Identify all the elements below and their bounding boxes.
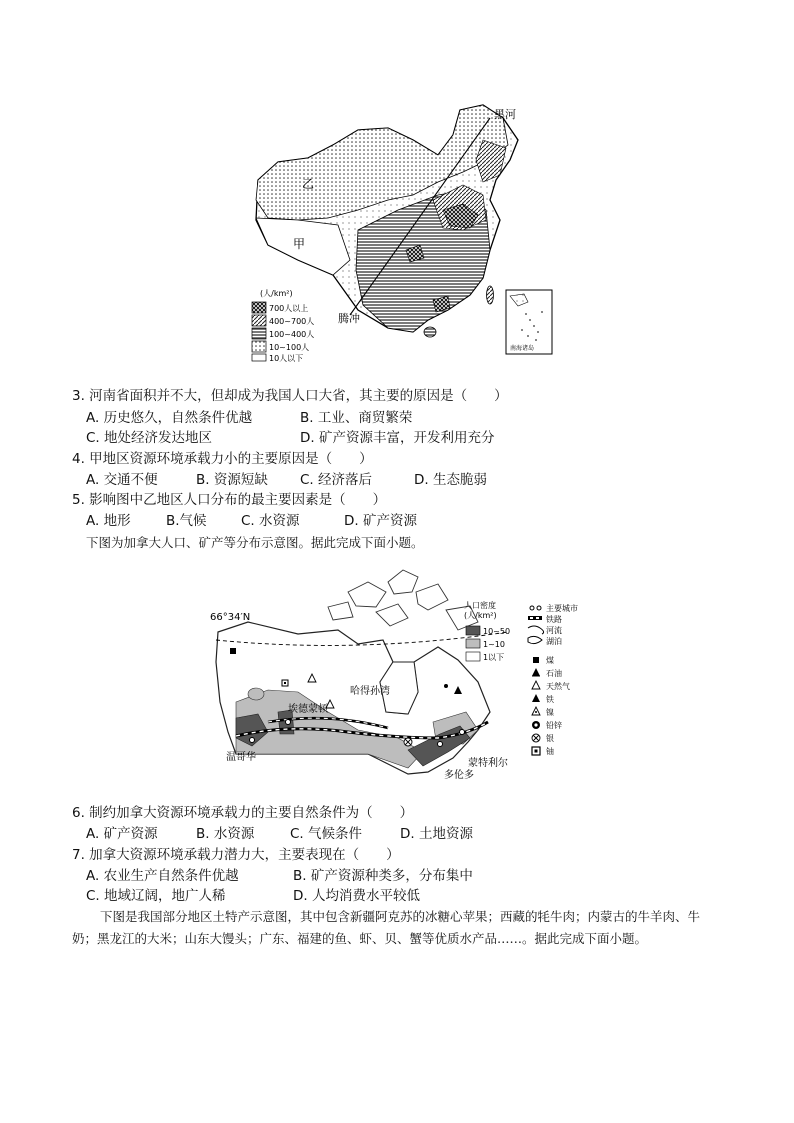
- q5-option-c[interactable]: C. 水资源: [241, 513, 300, 529]
- q6-option-c[interactable]: C. 气候条件: [290, 826, 363, 842]
- density-item: 10~50: [483, 627, 511, 636]
- intro-specialties: 下图是我国部分地区土特产示意图，其中包含新疆阿克苏的冰糖心苹果；西藏的牦牛肉；内蒙古的牛羊肉、牛奶；黑龙江的大米；山东大馒头；广东、福建的鱼、虾、贝、蟹等优质水产品……。据此完成下面小题。: [72, 909, 701, 946]
- region-jia-label: 甲: [293, 237, 306, 251]
- vancouver-label: 温哥华: [226, 752, 256, 763]
- latitude-label: 66°34′N: [210, 612, 251, 623]
- legend-item: 铁: [546, 695, 554, 704]
- q4-option-a[interactable]: A. 交通不便: [86, 472, 158, 488]
- legend-item: 10~100人: [269, 343, 310, 352]
- q7-option-c[interactable]: C. 地域辽阔，地广人稀: [86, 888, 226, 904]
- q7-option-a[interactable]: A. 农业生产自然条件优越: [86, 868, 239, 884]
- q4-option-b[interactable]: B. 资源短缺: [196, 472, 268, 488]
- toronto-label: 多伦多: [444, 770, 474, 781]
- question-5-stem: 5. 影响图中乙地区人口分布的最主要因素是（ ）: [72, 492, 387, 508]
- legend-item: 10人以下: [269, 354, 304, 362]
- legend-item: 700人以上: [269, 304, 309, 313]
- q7-option-b[interactable]: B. 矿产资源种类多，分布集中: [293, 868, 473, 884]
- q4-option-c[interactable]: C. 经济落后: [300, 472, 373, 488]
- q6-option-d[interactable]: D. 土地资源: [400, 826, 473, 842]
- montreal-label: 蒙特利尔: [468, 758, 508, 769]
- intro-canada: 下图为加拿大人口、矿产等分布示意图。据此完成下面小题。: [86, 535, 424, 550]
- legend-item: 煤: [546, 656, 554, 665]
- china-population-density-map: [238, 100, 558, 362]
- question-7-stem: 7. 加拿大资源环境承载力潜力大，主要表现在（ ）: [72, 847, 400, 863]
- canada-symbol-legend: [528, 603, 578, 756]
- q3-option-a[interactable]: A. 历史悠久，自然条件优越: [86, 410, 253, 426]
- density-item: 1以下: [483, 653, 505, 662]
- q3-option-b[interactable]: B. 工业、商贸繁荣: [300, 410, 413, 426]
- legend-item: 天然气: [546, 682, 570, 691]
- question-6-stem: 6. 制约加拿大资源环境承载力的主要自然条件为（ ）: [72, 805, 414, 821]
- q5-option-a[interactable]: A. 地形: [86, 513, 131, 529]
- density-item: 1~10: [483, 640, 505, 649]
- q4-option-d[interactable]: D. 生态脆弱: [414, 472, 487, 488]
- edmonton-label: 埃德蒙顿: [288, 704, 328, 715]
- heihe-label: 黑河: [494, 108, 516, 121]
- hudson-bay-label: 哈得孙湾: [350, 686, 390, 697]
- question-4-stem: 4. 甲地区资源环境承载力小的主要原因是（ ）: [72, 451, 373, 467]
- q6-option-b[interactable]: B. 水资源: [196, 826, 255, 842]
- q5-option-b[interactable]: B.气候: [166, 513, 207, 529]
- density-title: 人口密度(人/km²): [464, 601, 497, 620]
- q5-option-d[interactable]: D. 矿产资源: [344, 513, 417, 529]
- legend-unit: (人/km²): [260, 289, 293, 298]
- q6-option-a[interactable]: A. 矿产资源: [86, 826, 158, 842]
- nanhai-label: 南海诸岛: [510, 345, 535, 352]
- legend-item: 铅锌: [546, 721, 562, 730]
- legend-item: 湖泊: [546, 637, 562, 646]
- legend-item: 100~400人: [269, 330, 315, 339]
- legend-item: 河流: [546, 626, 562, 635]
- canada-distribution-map: [208, 562, 598, 794]
- q3-option-c[interactable]: C. 地处经济发达地区: [86, 430, 213, 446]
- density-legend: [252, 288, 314, 362]
- q7-option-d[interactable]: D. 人均消费水平较低: [293, 888, 420, 904]
- legend-item: 石油: [546, 669, 562, 678]
- region-yi-label: 乙: [302, 177, 315, 191]
- legend-item: 镍: [546, 708, 554, 717]
- q3-option-d[interactable]: D. 矿产资源丰富，开发利用充分: [300, 430, 495, 446]
- legend-item: 铀: [546, 747, 554, 756]
- legend-item: 铁路: [546, 615, 562, 624]
- legend-item: 银: [546, 734, 554, 743]
- canada-density-legend: [464, 600, 510, 662]
- question-3-stem: 3. 河南省面积并不大，但却成为我国人口大省，其主要的原因是（ ）: [72, 388, 508, 404]
- legend-item: 主要城市: [546, 604, 578, 613]
- legend-item: 400~700人: [269, 317, 315, 326]
- tengchong-label: 腾冲: [338, 312, 360, 325]
